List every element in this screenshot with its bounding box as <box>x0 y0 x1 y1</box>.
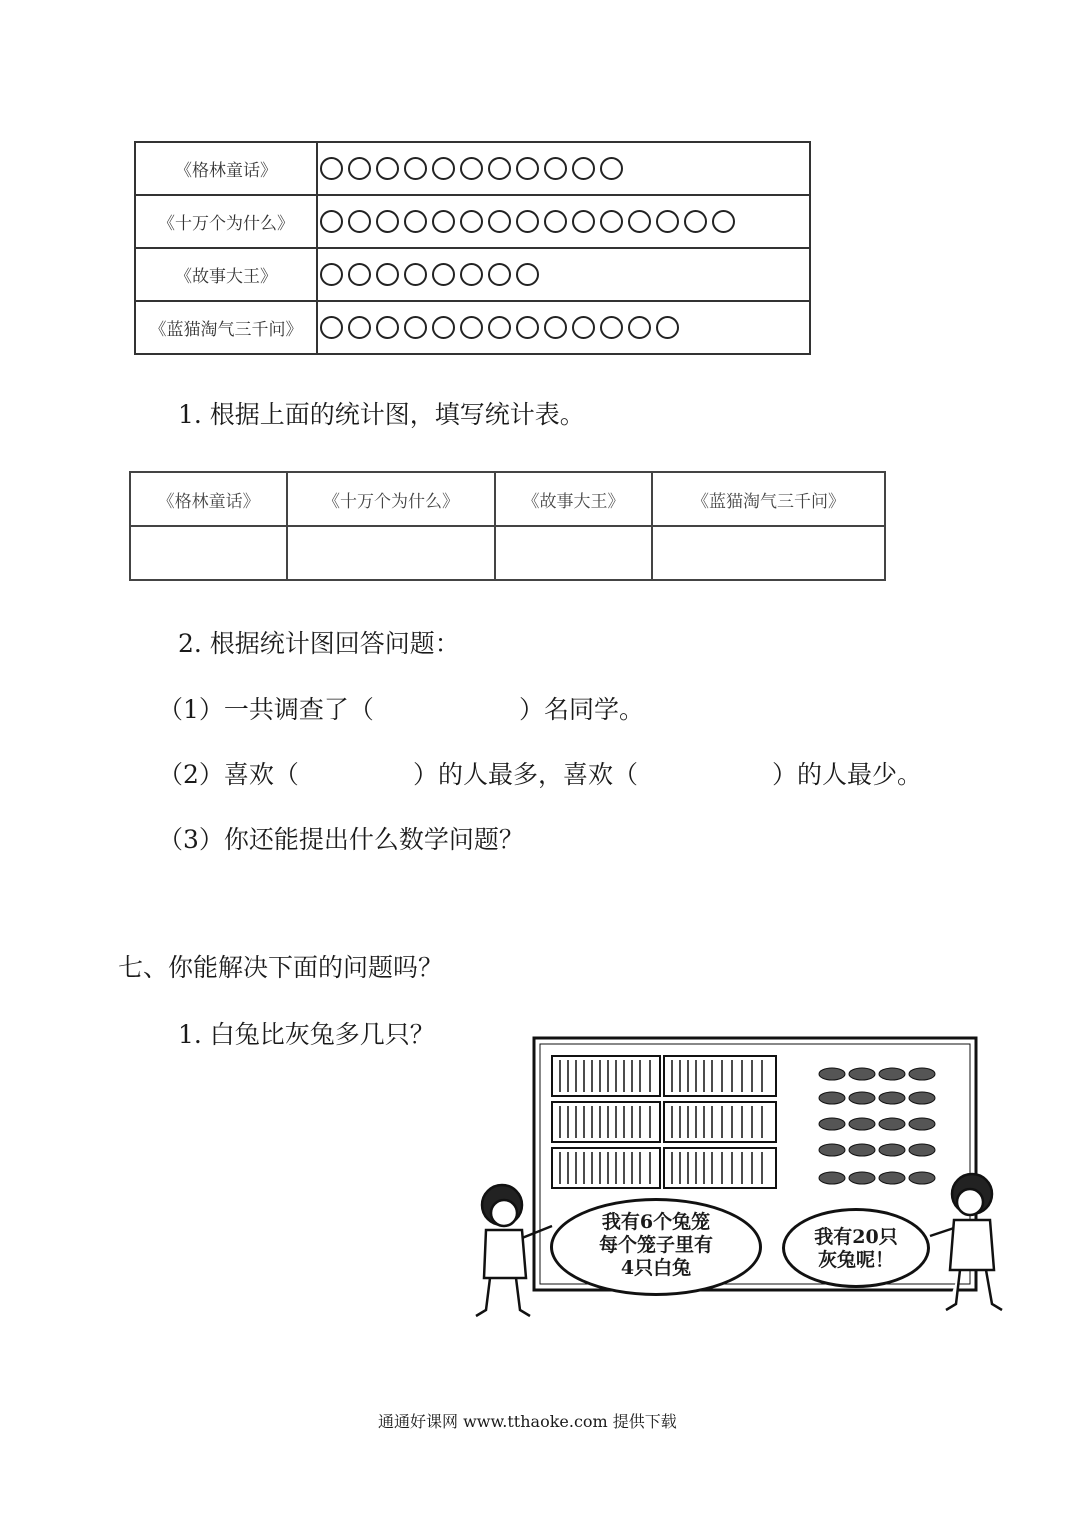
fill-header: 《十万个为什么》 <box>287 472 495 526</box>
question-2-2-part-b: ）的人最多，喜欢（ <box>413 760 639 789</box>
pictograph-marks <box>317 248 810 301</box>
circle-mark <box>488 210 511 233</box>
circle-mark <box>320 263 343 286</box>
section-7-question-1: 1. 白兔比灰兔多几只？ <box>178 1020 435 1049</box>
circle-mark <box>404 316 427 339</box>
fill-header: 《格林童话》 <box>130 472 287 526</box>
bubble-left-line: 我有6个兔笼 <box>601 1211 711 1233</box>
circle-mark <box>404 157 427 180</box>
fill-header: 《蓝猫淘气三千问》 <box>652 472 885 526</box>
circle-mark <box>656 316 679 339</box>
circle-mark <box>460 316 483 339</box>
circle-mark <box>460 263 483 286</box>
circle-mark <box>376 157 399 180</box>
circle-mark <box>488 263 511 286</box>
circle-mark <box>320 210 343 233</box>
bubble-right-line: 灰兔呢！ <box>817 1249 894 1271</box>
pictograph-marks <box>317 195 810 248</box>
circle-mark <box>516 263 539 286</box>
circle-mark <box>684 210 707 233</box>
circle-mark <box>628 210 651 233</box>
fill-table-answer-row <box>130 526 885 580</box>
circle-mark <box>544 316 567 339</box>
circle-mark <box>432 157 455 180</box>
circle-mark <box>712 210 735 233</box>
circle-mark <box>320 157 343 180</box>
fill-in-table <box>129 471 886 581</box>
circle-mark <box>516 157 539 180</box>
pictograph-category-label: 《格林童话》 <box>135 142 317 195</box>
pictograph-category-label: 《十万个为什么》 <box>135 195 317 248</box>
fill-header: 《故事大王》 <box>495 472 652 526</box>
fill-answer-cell[interactable] <box>287 526 495 580</box>
circle-mark <box>544 157 567 180</box>
question-2-1-part-a: （1）一共调查了（ <box>158 695 374 724</box>
rabbit-illustration <box>460 1030 1030 1330</box>
question-2-3: （3）你还能提出什么数学问题？ <box>158 825 524 854</box>
circle-mark <box>460 210 483 233</box>
pictograph-table <box>134 141 811 355</box>
circle-mark <box>376 210 399 233</box>
circle-mark <box>628 316 651 339</box>
pictograph-row <box>135 142 810 195</box>
footer-credit: 通通好课网 www.tthaoke.com 提供下载 <box>378 1412 677 1431</box>
circle-mark <box>348 316 371 339</box>
circle-mark <box>432 210 455 233</box>
circle-mark <box>404 263 427 286</box>
pictograph-row <box>135 195 810 248</box>
fill-answer-cell[interactable] <box>652 526 885 580</box>
speech-bubble-right <box>782 1208 930 1288</box>
question-1: 1. 根据上面的统计图，填写统计表。 <box>178 400 585 429</box>
circle-mark <box>572 316 595 339</box>
circle-mark <box>432 316 455 339</box>
circle-mark <box>572 210 595 233</box>
circle-mark <box>600 316 623 339</box>
circle-mark <box>516 316 539 339</box>
pictograph-row <box>135 301 810 354</box>
circle-mark <box>656 210 679 233</box>
pictograph-category-label: 《故事大王》 <box>135 248 317 301</box>
fill-answer-cell[interactable] <box>495 526 652 580</box>
pictograph-marks <box>317 142 810 195</box>
circle-mark <box>572 157 595 180</box>
section-7-heading: 七、你能解决下面的问题吗？ <box>118 953 444 982</box>
circle-mark <box>348 157 371 180</box>
circle-mark <box>376 263 399 286</box>
circle-mark <box>488 316 511 339</box>
question-2-2-part-c: ）的人最少。 <box>772 760 923 789</box>
pictograph-row <box>135 248 810 301</box>
question-2: 2. 根据统计图回答问题： <box>178 629 460 658</box>
circle-mark <box>460 157 483 180</box>
circle-mark <box>320 316 343 339</box>
bubble-left-line: 4只白兔 <box>620 1257 692 1279</box>
fill-answer-cell[interactable] <box>130 526 287 580</box>
pictograph-category-label: 《蓝猫淘气三千问》 <box>135 301 317 354</box>
circle-mark <box>348 210 371 233</box>
speech-bubble-left <box>550 1198 762 1296</box>
bubble-left-line: 每个笼子里有 <box>598 1234 713 1256</box>
circle-mark <box>600 210 623 233</box>
question-2-1-part-b: ）名同学。 <box>519 695 645 724</box>
circle-mark <box>376 316 399 339</box>
circle-mark <box>488 157 511 180</box>
question-2-2-part-a: （2）喜欢（ <box>158 760 299 789</box>
circle-mark <box>516 210 539 233</box>
fill-table-header-row <box>130 472 885 526</box>
circle-mark <box>432 263 455 286</box>
circle-mark <box>544 210 567 233</box>
pictograph-marks <box>317 301 810 354</box>
circle-mark <box>404 210 427 233</box>
illustration-drawing <box>460 1030 1030 1330</box>
circle-mark <box>348 263 371 286</box>
bubble-right-line: 我有20只 <box>814 1226 898 1248</box>
circle-mark <box>600 157 623 180</box>
